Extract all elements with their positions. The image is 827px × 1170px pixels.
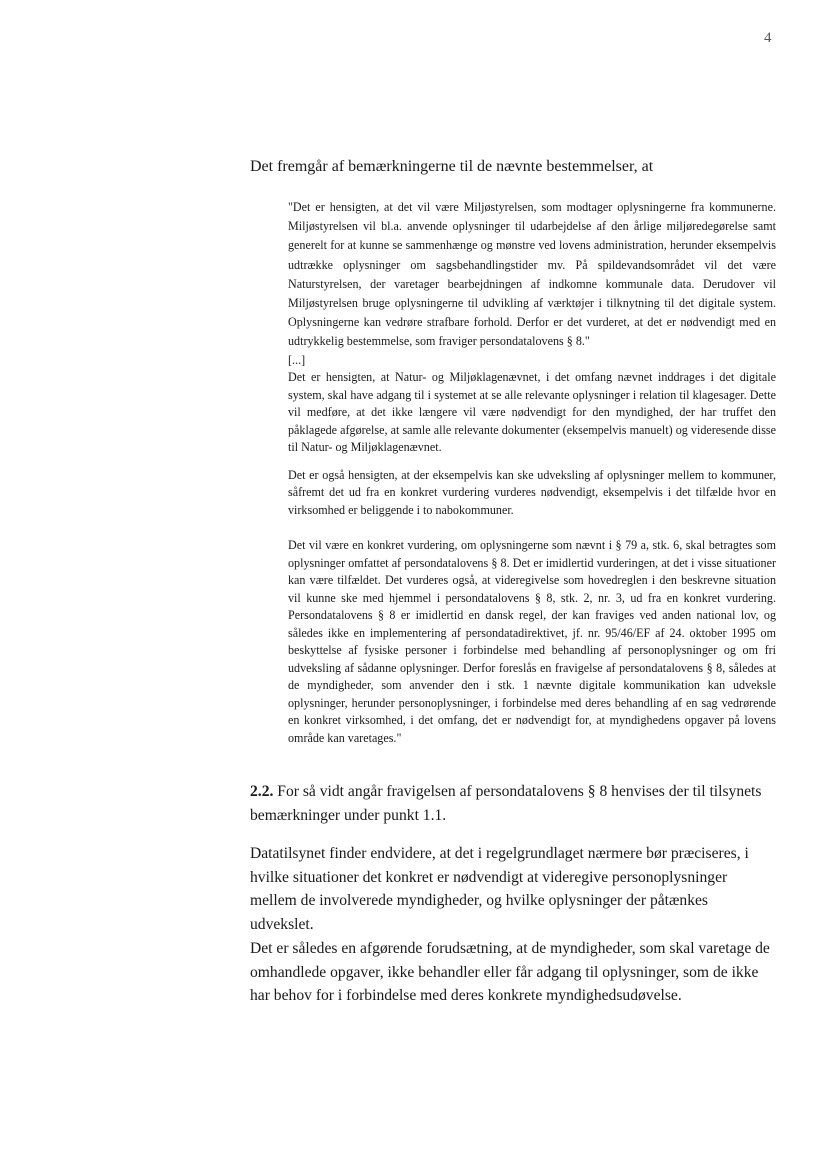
quote-block-4: Det vil være en konkret vurdering, om oplysningerne som nævnt i § 79 a, stk. 6, skal betragtes som oplysninger omfattet af persondatalovens § 8. Det er imidlertid vurderingen, at det i visse situationer kan være tilfældet. Det vurderes også, at videregivelse som hovedreglen i den beskrevne situation vil kunne ske med hjemmel i persondatalovens § 8, stk. 2, nr. 3, ud fra en konkret vurdering. Persondatalovens § 8 er imidlertid en dansk regel, der kan fraviges ved anden national lov, og således ikke en implementering af persondatadirektivet, jf. nr. 95/46/EF af 24. oktober 1995 om beskyttelse af fysiske personer i forbindelse med behandling af personoplysninger og om fri udveksling af sådanne oplysninger. Derfor foreslås en fravigelse af persondatalovens § 8, således at de myndigheder, som anvender den i stk. 1 nævnte digitale kommunikation kan udveksle oplysninger, herunder personoplysninger, i forbindelse med deres behandling af en sag vedrørende en konkret virksomhed, i det omfang, det er nødvendigt for, at myndighedens opgaver på lovens område kan varetages." <box>288 538 776 745</box>
quote-block-1: "Det er hensigten, at det vil være Miljøstyrelsen, som modtager oplysningerne fra kommunerne. Miljøstyrelsen vil bl.a. anvende oplysninger til udarbejdelse af den årlige miljøredegørelse samt generelt for at kunne se sammenhænge og mønstre ved lovens administration, herunder eksempelvis udtrække oplysninger om sagsbehandlingstider mv. På spildevandsområdet vil det være Naturstyrelsen, der varetager bearbejdningen af indkomne kommunale data. Derudover vil Miljøstyrelsen bruge oplysningerne til udvikling af værktøjer i tilknytning til det digitale system. Oplysningerne kan vedrøre strafbare forhold. Derfor er det vurderet, at det er nødvendigt med en udtrykkelig bestemmelse, som fraviger persondatalovens § 8." <box>288 200 776 349</box>
datatilsynet-paragraph: Datatilsynet finder endvidere, at det i regelgrundlaget nærmere bør præciseres, i hvilke situationer det konkret er nødvendigt at videregive personoplysninger mellem de involverede myndigheder, og hvilke oplysninger der påtænkes udvekslet. <box>250 845 749 933</box>
forudsaetning-paragraph: Det er således en afgørende forudsætning, at de myndigheder, som skal varetage de omhandlede opgaver, ikke behandler eller får adgang til oplysninger, som de ikke har behov for i forbindelse med deres konkrete myndighedsudøvelse. <box>250 940 770 1004</box>
section-number: 2.2. <box>250 783 274 800</box>
quote-block-3: Det er også hensigten, at der eksempelvis kan ske udveksling af oplysninger mellem to kommuner, såfremt det ud fra en konkret vurdering vurderes nødvendigt, eksempelvis i det tilfælde hvor en virksomhed er beliggende i to nabokommuner. <box>288 467 776 517</box>
section-2-2-text: For så vidt angår fravigelsen af persondatalovens § 8 henvises der til tilsynets bemærkninger under punkt 1.1. <box>250 783 762 824</box>
section-2-2-paragraph <box>250 780 770 827</box>
page-number: 4 <box>764 30 772 46</box>
quote-ellipsis: [...] <box>288 352 306 367</box>
quote-block-2: Det er hensigten, at Natur- og Miljøklagenævnet, i det omfang nævnet inddrages i det digitale system, skal have adgang til i systemet at se alle relevante oplysninger i relation til klagesager. Dette vil medføre, at det ikke længere vil være nødvendigt for den myndighed, der har truffet den påklagede afgørelse, at samle alle relevante dokumenter (eksempelvis manuelt) og videresende disse til Natur- og Miljøklagenævnet. <box>288 370 776 455</box>
quoted-remarks <box>288 198 776 747</box>
intro-paragraph: Det fremgår af bemærkningerne til de nævnte bestemmelser, at <box>250 158 654 175</box>
